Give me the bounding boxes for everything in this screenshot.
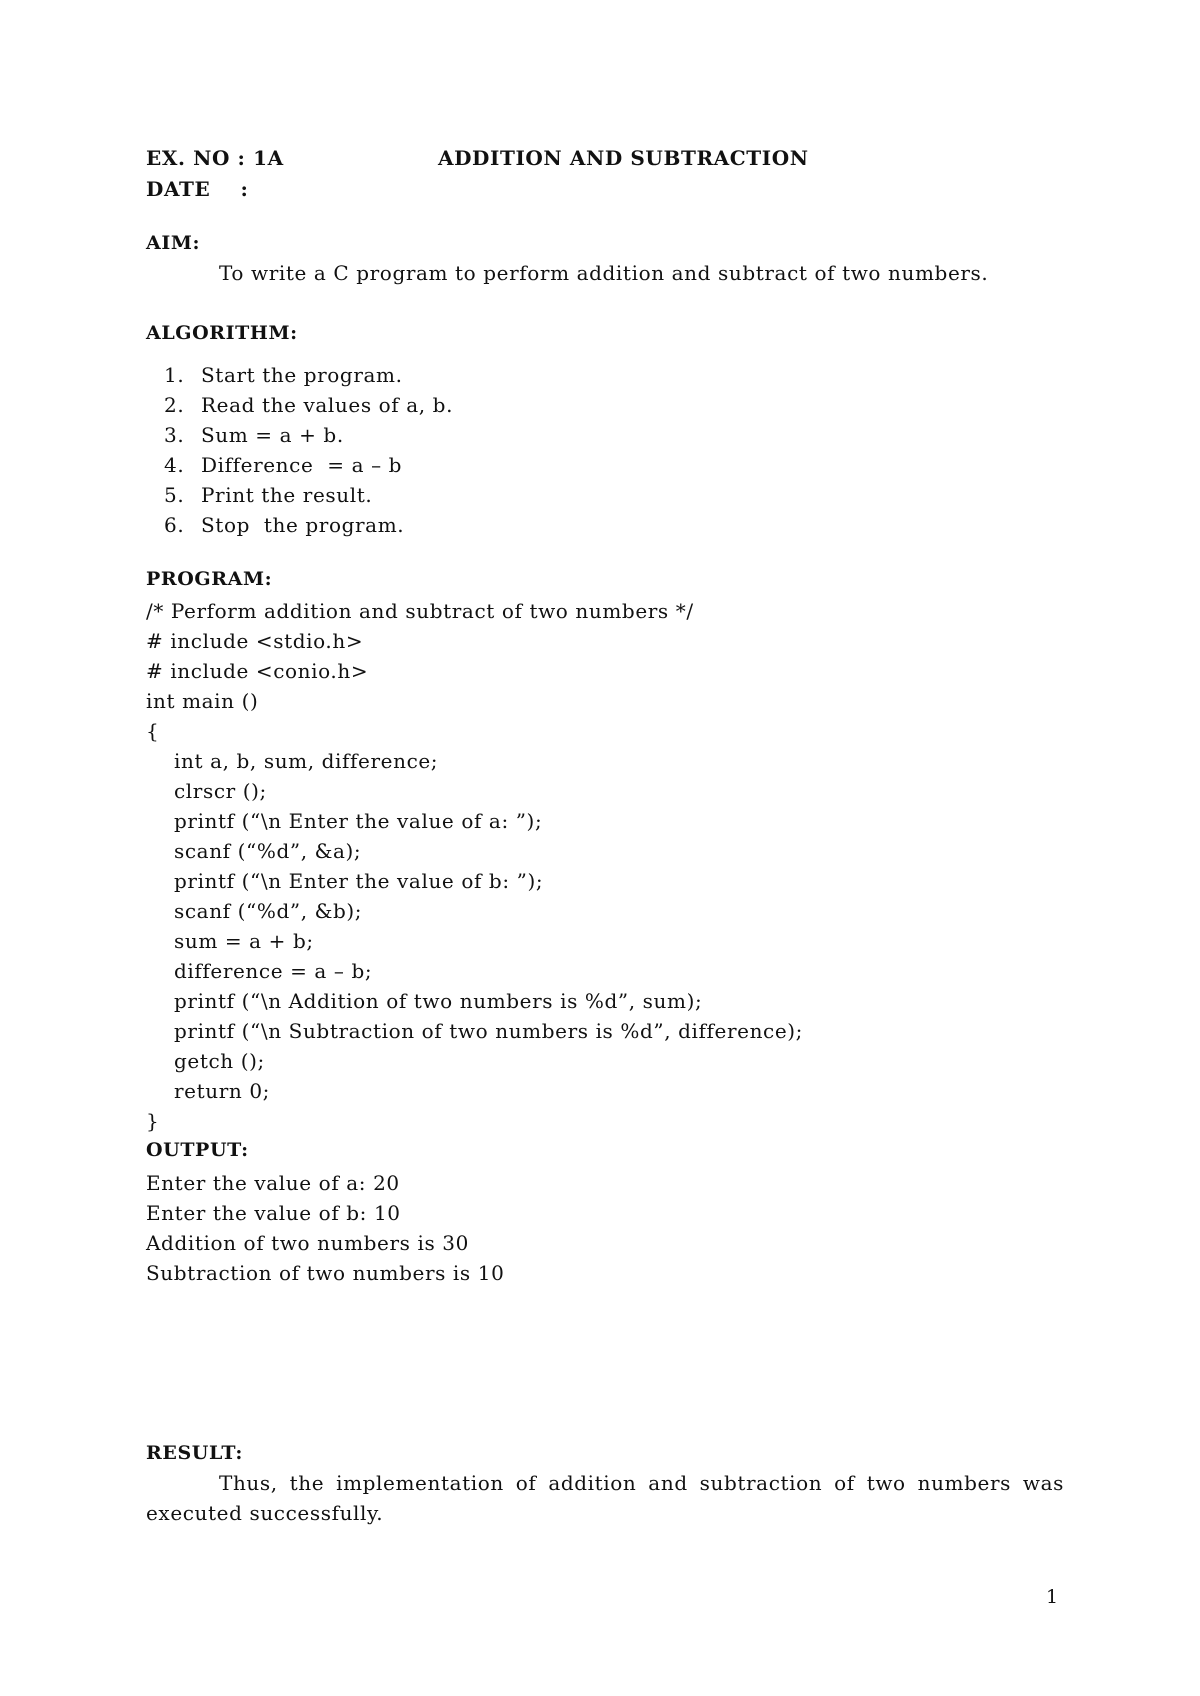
output-lines [146,1168,504,1288]
output-heading: OUTPUT: [146,1139,249,1161]
result-heading: RESULT: [146,1442,244,1464]
code-line: getch (); [174,1049,265,1073]
output-line: Enter the value of b: 10 [146,1201,401,1225]
code-line: printf (“\n Enter the value of a: ”); [174,809,543,833]
code-line: printf (“\n Enter the value of b: ”); [174,869,544,893]
code-line: difference = a – b; [174,959,373,983]
code-line: } [146,1109,160,1133]
code-line: int a, b, sum, difference; [174,749,439,773]
program-heading: PROGRAM: [146,568,273,590]
list-item: 3. Sum = a + b. [164,423,344,447]
output-line: Addition of two numbers is 30 [146,1231,469,1255]
result-line-1: Thus, the implementation of addition and subtraction of two numbers was [219,1471,1064,1495]
page-number: 1 [1046,1586,1059,1608]
algorithm-steps [146,360,453,540]
code-line: /* Perform addition and subtract of two numbers */ [146,599,694,623]
program-code [146,596,803,1136]
output-line: Subtraction of two numbers is 10 [146,1261,505,1285]
code-line: scanf (“%d”, &a); [174,839,362,863]
code-line: printf (“\n Addition of two numbers is %d”, sum); [174,989,703,1013]
code-line: sum = a + b; [174,929,314,953]
aim-text: To write a C program to perform addition and subtract of two numbers. [219,261,989,285]
code-line: # include <stdio.h> [146,629,364,653]
code-line: int main () [146,689,259,713]
code-line: clrscr (); [174,779,267,803]
code-line: printf (“\n Subtraction of two numbers is %d”, difference); [174,1019,804,1043]
exercise-title: ADDITION AND SUBTRACTION [438,146,809,170]
list-item: 5. Print the result. [164,483,373,507]
code-line: return 0; [174,1079,270,1103]
exercise-number: EX. NO : 1A [146,146,284,170]
date-label: DATE : [146,177,249,201]
list-item: 4. Difference = a – b [164,453,403,477]
code-line: { [146,719,160,743]
code-line: # include <conio.h> [146,659,369,683]
list-item: 2. Read the values of a, b. [164,393,454,417]
code-line: scanf (“%d”, &b); [174,899,363,923]
list-item: 1. Start the program. [164,363,403,387]
result-line-2: executed successfully. [146,1501,384,1525]
algorithm-heading: ALGORITHM: [146,322,298,344]
output-line: Enter the value of a: 20 [146,1171,400,1195]
list-item: 6. Stop the program. [164,513,405,537]
result-text [146,1468,1064,1528]
aim-heading: AIM: [146,232,201,254]
